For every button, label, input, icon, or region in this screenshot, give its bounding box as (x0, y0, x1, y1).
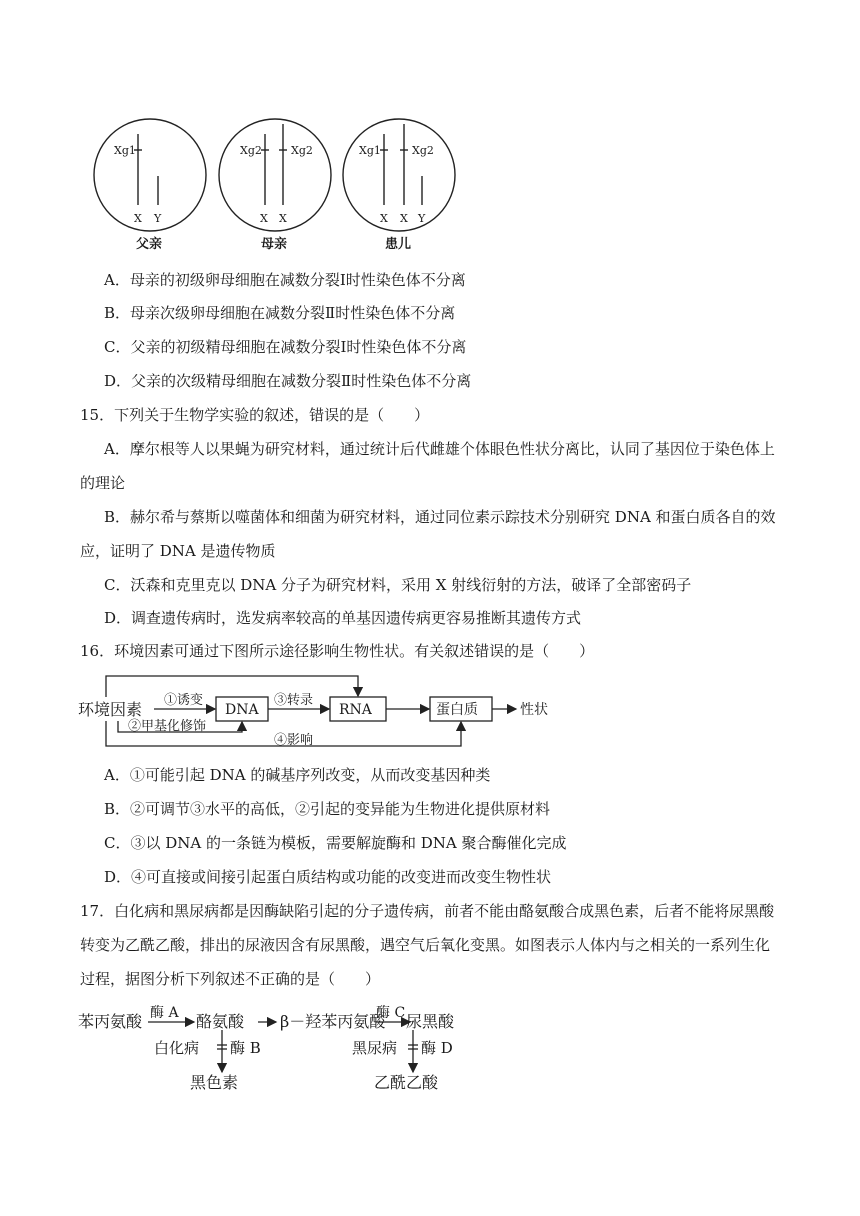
enzyme-d-label: 酶 D (421, 1039, 453, 1057)
mother-caption: 母亲 (261, 237, 288, 252)
svg-text:X: X (400, 212, 408, 225)
mother-gene-label-right: Xg2 (291, 144, 313, 157)
melanin-label: 黑色素 (190, 1073, 239, 1092)
q16-option-c: C．③以 DNA 的一条链为模板，需要解旋酶和 DNA 聚合酶催化完成 (104, 834, 567, 852)
svg-text:X: X (279, 212, 287, 225)
enzyme-c-label: 酶 C (376, 1005, 406, 1021)
dna-label: DNA (225, 702, 259, 718)
influence-label: ④影响 (274, 733, 314, 748)
q15-option-a: A．摩尔根等人以果蝇为研究材料，通过统计后代雌雄个体眼色性状分离比，认同了基因位于染色体上 (104, 440, 775, 458)
svg-text:Y: Y (418, 212, 426, 225)
q16-option-a: A．①可能引起 DNA 的碱基序列改变，从而改变基因种类 (104, 766, 491, 784)
transcription-label: ③转录 (274, 693, 314, 708)
q16-option-d: D．④可直接或间接引起蛋白质结构或功能的改变进而改变生物性状 (104, 868, 552, 886)
q17-stem-line1: 17．白化病和黑尿病都是因酶缺陷引起的分子遗传病，前者不能由酪氨酸合成黑色素，后者不能将尿黑酸 (80, 902, 775, 920)
rna-label: RNA (339, 702, 372, 718)
q14-option-d: D．父亲的次级精母细胞在减数分裂Ⅱ时性染色体不分离 (104, 372, 472, 390)
child-gene-label-left: Xg1 (359, 144, 381, 157)
tyrosine-label: 酪氨酸 (196, 1012, 245, 1031)
q15-option-a-cont: 的理论 (80, 474, 126, 492)
q15-option-d: D．调查遗传病时，选发病率较高的单基因遗传病更容易推断其遗传方式 (104, 609, 582, 627)
albinism-label: 白化病 (154, 1039, 200, 1057)
q16-option-b: B．②可调节③水平的高低，②引起的变异能为生物进化提供原材料 (104, 800, 551, 818)
enzyme-b-label: 酶 B (230, 1039, 261, 1057)
metabolic-pathway-diagram (76, 1000, 476, 1095)
q15-stem: 15．下列关于生物学实验的叙述，错误的是（ ） (80, 406, 430, 424)
q15-option-b: B．赫尔希与蔡斯以噬菌体和细菌为研究材料，通过同位素示踪技术分别研究 DNA 和蛋白质各自的效 (104, 508, 776, 526)
mother-cell-circle (219, 119, 331, 231)
q14-option-b: B．母亲次级卵母细胞在减数分裂Ⅱ时性染色体不分离 (104, 304, 456, 322)
father-gene-label: Xg1 (114, 144, 136, 157)
q14-option-a: A．母亲的初级卵母细胞在减数分裂Ⅰ时性染色体不分离 (104, 271, 466, 289)
methylation-label: ②甲基化修饰 (128, 719, 207, 734)
q16-stem: 16．环境因素可通过下图所示途径影响生物性状。有关叙述错误的是（ ） (80, 642, 595, 660)
chromosome-figure (88, 112, 468, 252)
alkaptonuria-label: 黑尿病 (352, 1039, 398, 1057)
q17-stem-line2: 转变为乙酰乙酸，排出的尿液因含有尿黑酸，遇空气后氧化变黑。如图表示人体内与之相关的一系列生化 (80, 936, 771, 954)
homogentisic-acid-label: 尿黑酸 (406, 1012, 455, 1031)
environment-gene-expression-diagram (76, 666, 576, 754)
q15-option-b-cont: 应，证明了 DNA 是遗传物质 (80, 542, 276, 560)
enzyme-a-label: 酶 A (150, 1005, 179, 1021)
child-cell-circle (343, 119, 455, 231)
acetoacetate-label: 乙酰乙酸 (374, 1073, 439, 1092)
trait-label: 性状 (520, 702, 548, 718)
mutation-label: ①诱变 (164, 693, 204, 708)
phenylalanine-label: 苯丙氨酸 (78, 1012, 143, 1031)
q17-stem-line3: 过程，据图分析下列叙述不正确的是（ ） (80, 970, 381, 988)
protein-label: 蛋白质 (436, 702, 478, 718)
mother-gene-label-left: Xg2 (240, 144, 262, 157)
father-caption: 父亲 (136, 237, 163, 252)
env-factor-label: 环境因素 (78, 700, 143, 719)
hydroxyphenyl-label: β－羟苯丙氨酸 (280, 1012, 386, 1031)
child-caption: 患儿 (385, 237, 412, 252)
q15-option-c: C．沃森和克里克以 DNA 分子为研究材料，采用 X 射线衍射的方法，破译了全部密码子 (104, 576, 692, 594)
svg-text:X: X (380, 212, 388, 225)
q14-option-c: C．父亲的初级精母细胞在减数分裂Ⅰ时性染色体不分离 (104, 338, 467, 356)
svg-text:X: X (134, 212, 142, 225)
child-gene-label-right: Xg2 (412, 144, 434, 157)
father-cell-circle (94, 119, 206, 231)
svg-text:Y: Y (154, 212, 162, 225)
svg-text:X: X (260, 212, 268, 225)
